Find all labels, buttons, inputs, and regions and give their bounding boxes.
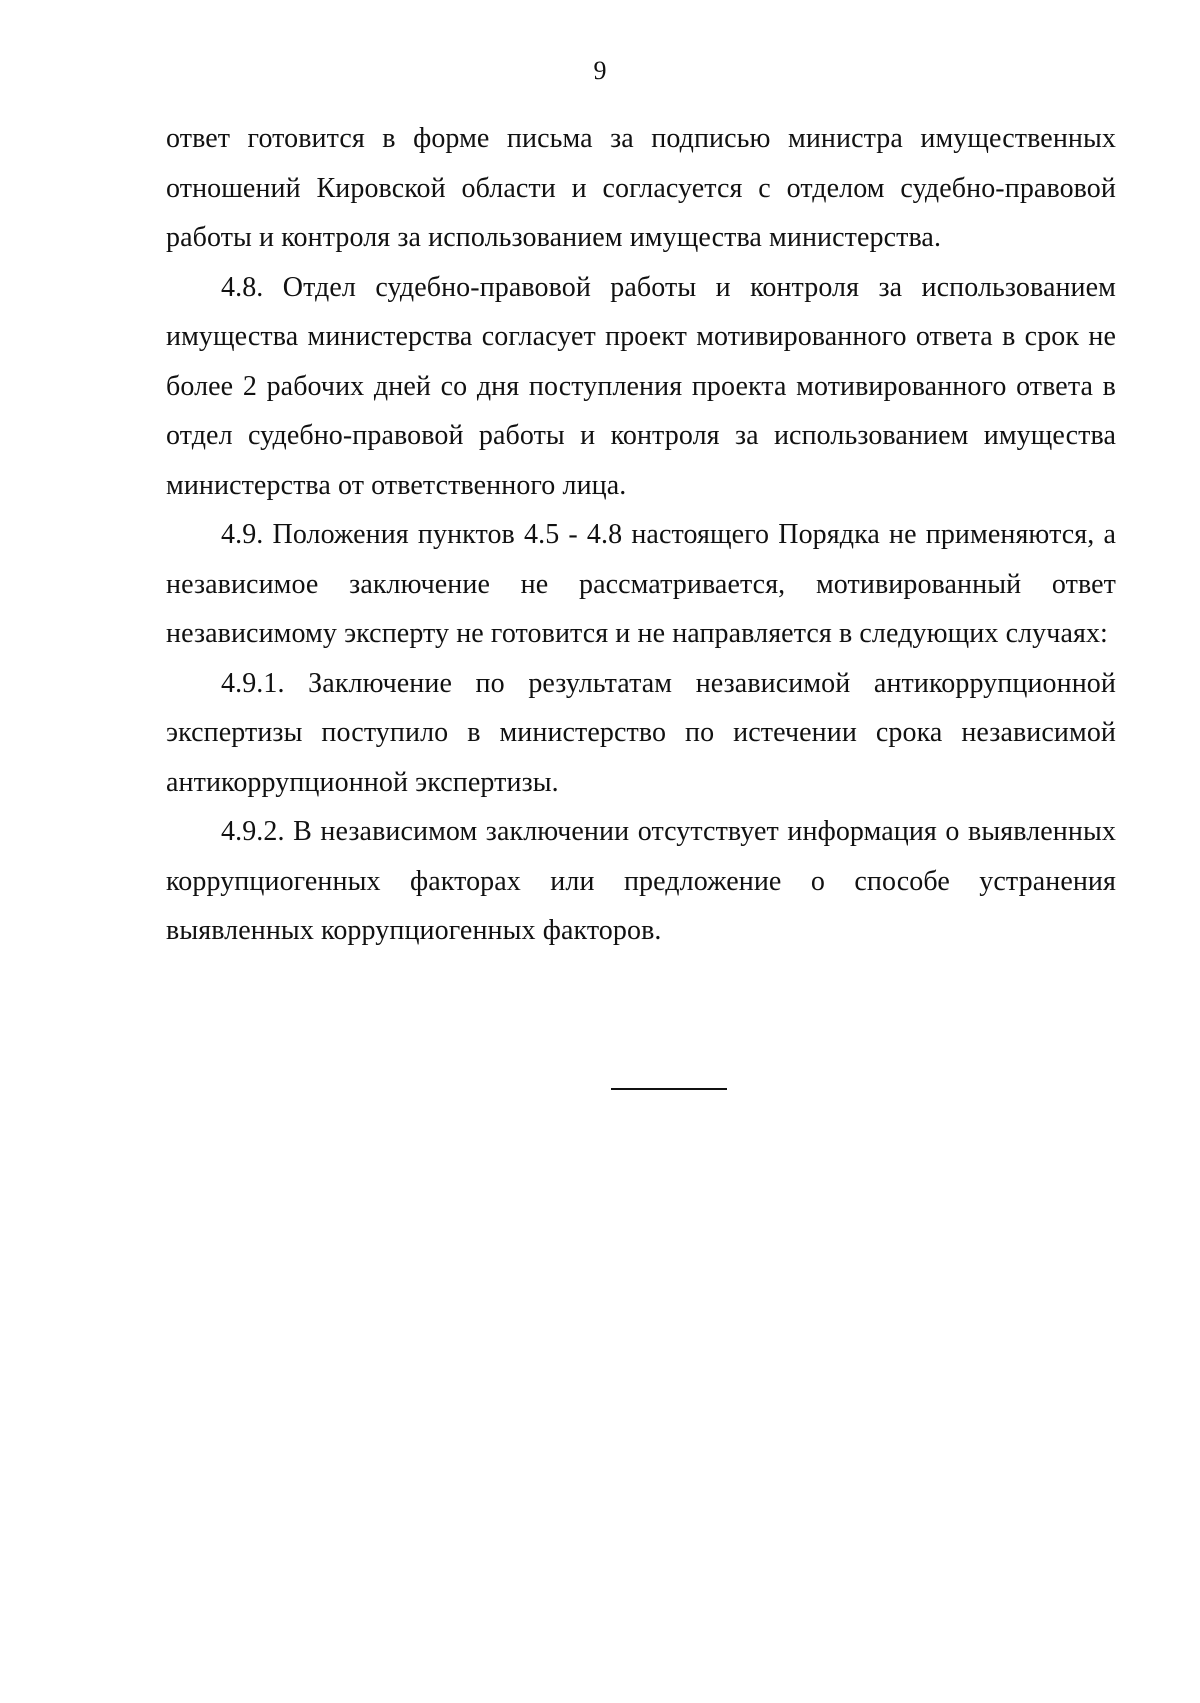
document-body bbox=[166, 114, 1116, 956]
paragraph-4-8: 4.8. Отдел судебно-правовой работы и контроля за использованием имущества министерства согласует проект мотивированного ответа в срок не более 2 рабочих дней со дня поступления проекта мотивированного ответа в отдел судебно-правовой работы и контроля за использованием имущества министерства от ответственного лица. bbox=[166, 271, 1116, 501]
page-number: 9 bbox=[593, 56, 607, 85]
paragraph-4-9-2: 4.9.2. В независимом заключении отсутствует информация о выявленных коррупциогенных факторах или предложение о способе устранения выявленных коррупциогенных факторов. bbox=[166, 816, 1116, 946]
paragraph-4-9: 4.9. Положения пунктов 4.5 - 4.8 настоящего Порядка не применяются, а независимое заключение не рассматривается, мотивированный ответ независимому эксперту не готовится и не направляется в следующих случаях: bbox=[166, 519, 1116, 649]
paragraph-4-9-1: 4.9.1. Заключение по результатам независимой антикоррупционной экспертизы поступило в министерство по истечении срока независимой антикоррупционной экспертизы. bbox=[166, 667, 1116, 798]
paragraph-continuation: ответ готовится в форме письма за подписью министра имущественных отношений Кировской области и согласуется с отделом судебно-правовой работы и контроля за использованием имущества министерства. bbox=[166, 123, 1116, 253]
end-of-text-divider bbox=[611, 1088, 727, 1090]
